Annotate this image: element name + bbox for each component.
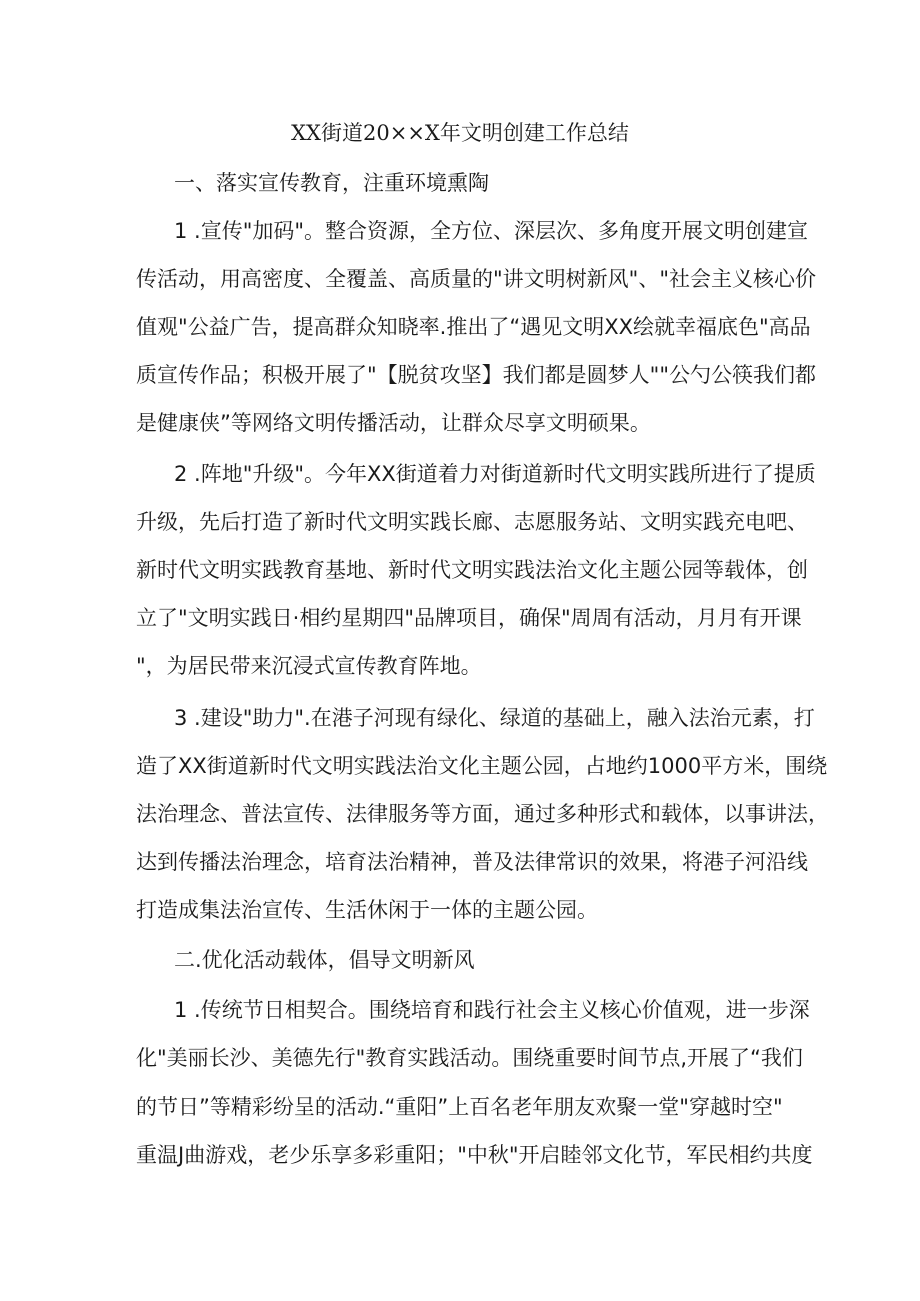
paragraph-line: 1 .传统节日相契合。围绕培育和践行社会主义核心价值观，进一步深 bbox=[174, 998, 810, 1022]
section-heading-1: 一、落实宣传教育，注重环境熏陶 bbox=[174, 171, 489, 195]
paragraph-line: 2 .阵地"升级"。今年XX街道着力对街道新时代文明实践所进行了提质 bbox=[174, 462, 816, 486]
paragraph-line: 传活动，用高密度、全覆盖、高质量的"讲文明树新风"、"社会主义核心价 bbox=[136, 267, 816, 291]
paragraph-line: 1 .宣传"加码"。整合资源，全方位、深层次、多角度开展文明创建宣 bbox=[174, 219, 809, 243]
paragraph-line: 立了"文明实践日·相约星期四"品牌项目，确保"周周有活动，月月有开课 bbox=[136, 606, 802, 630]
paragraph-line: 法治理念、普法宣传、法律服务等方面，通过多种形式和载体，以事讲法， bbox=[136, 802, 829, 826]
paragraph-line: 质宣传作品；积极开展了"【脱贫攻坚】我们都是圆梦人""公勺公筷我们都 bbox=[136, 363, 816, 387]
paragraph-line: 重温J曲游戏，老少乐享多彩重阳；"中秋"开启睦邻文化节，军民相约共度 bbox=[136, 1143, 813, 1167]
section-heading-2: 二.优化活动载体，倡导文明新风 bbox=[174, 948, 475, 972]
paragraph-line: 3 .建设"助力".在港子河现有绿化、绿道的基础上，融入法治元素，打 bbox=[174, 706, 815, 730]
paragraph-line: 打造成集法治宣传、生活休闲于一体的主题公园。 bbox=[136, 898, 598, 922]
paragraph-line: 值观"公益广告，提高群众知晓率.推出了“遇见文明XX绘就幸福底色"高品 bbox=[136, 315, 811, 339]
paragraph-line: 升级，先后打造了新时代文明实践长廊、志愿服务站、文明实践充电吧、 bbox=[136, 510, 808, 534]
paragraph-line: 化"美丽长沙、美德先行"教育实践活动。围绕重要时间节点,开展了“我们 bbox=[136, 1046, 803, 1070]
paragraph-line: 是健康侠”等网络文明传播活动，让群众尽享文明硕果。 bbox=[136, 411, 651, 435]
paragraph-line: 的节日”等精彩纷呈的活动.“重阳”上百名老年朋友欢聚一堂"穿越时空" bbox=[136, 1095, 783, 1119]
paragraph-line: 造了XX街道新时代文明实践法治文化主题公园，占地约1000平方米，围绕 bbox=[136, 754, 828, 778]
paragraph-line: "，为居民带来沉浸式宣传教育阵地。 bbox=[136, 654, 482, 678]
paragraph-line: 新时代文明实践教育基地、新时代文明实践法治文化主题公园等载体，创 bbox=[136, 558, 808, 582]
document-title: XX街道20××X年文明创建工作总结 bbox=[291, 121, 629, 145]
paragraph-line: 达到传播法治理念，培育法治精神，普及法律常识的效果，将港子河沿线 bbox=[136, 850, 808, 874]
